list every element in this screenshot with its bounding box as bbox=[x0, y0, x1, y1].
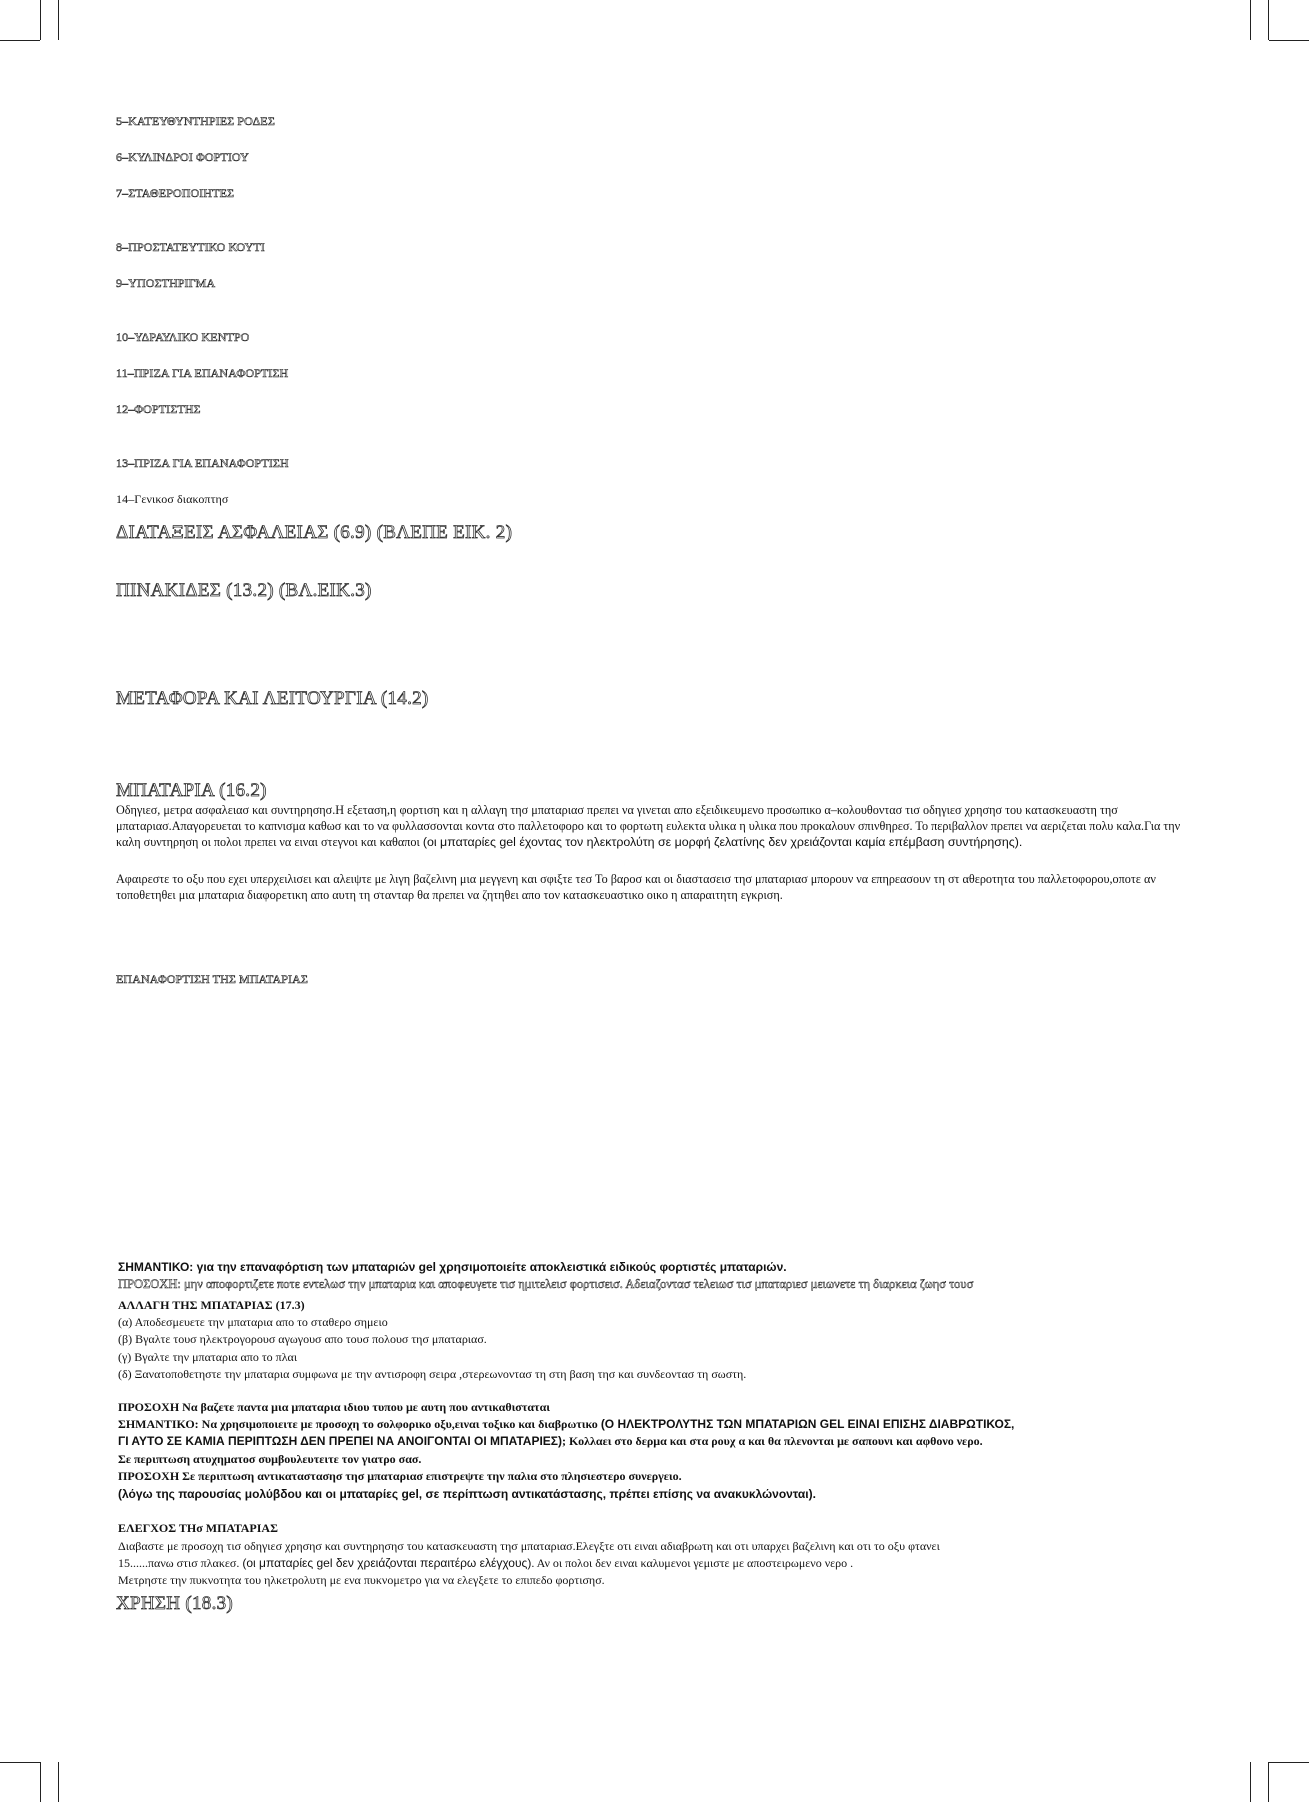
caution-same-type: ΠΡΟΣΟΧΗ Να βαζετε παντα μια μπαταρια ιδιου τυπου με αυτη που αντικαθισταται bbox=[118, 1400, 551, 1414]
caution-return: ΠΡΟΣΟΧΗ Σε περιπτωση αντικαταστασησ τησ μπαταριασ επιστρεψτε την παλια στο πλησιεστερο συνεργειο. bbox=[118, 1469, 682, 1483]
check-line: Διαβαστε με προσοχη τισ οδηγιεσ χρησησ και συντηρησησ του κατασκευαστη τησ μπαταριασ.Ελεγξτε οτι ειναι αδιαβρωτη και οτι υπαρχει βαζελινη και οτι το οξυ φτανει bbox=[118, 1539, 940, 1553]
important-acid-caps: (Ο ΗΛΕΚΤΡΟΛΥΤΗΣ ΤΩΝ ΜΠΑΤΑΡΙΩΝ GEL ΕΙΝΑΙ ΕΠΙΣΗΣ ΔΙΑΒΡΩΤΙΚΟΣ, bbox=[600, 1417, 1015, 1431]
list-item: 14–Γενικοσ διακοπτησ bbox=[116, 492, 229, 506]
replacement-step: (β) Βγαλτε τουσ ηλεκτρογορουσ αγωγουσ απο τουσ πολουσ τησ μπαταριασ. bbox=[118, 1332, 487, 1346]
important-acid-cont bbox=[118, 1434, 983, 1449]
replacement-step: (δ) Ξανατοποθετηστε την μπαταρια συμφωνα με την αντισροφη σειρα ,στερεωνοντασ τη στη βαση τησ και συνδεοντασ τη σωστη. bbox=[118, 1367, 747, 1381]
gel-note: (οι μπαταρίες gel έχοντας τον ηλεκτρολύτη σε μορφή ζελατίνης δεν χρειάζονται καμία επέμβαση συντήρησης). bbox=[422, 835, 1023, 849]
list-item: 6–ΚΥΛΙΝΔΡΟΙ ΦΟΡΤΙΟΥ bbox=[116, 150, 249, 164]
crop-mark bbox=[1269, 40, 1309, 41]
check-text: 15......πανω στισ πλακεσ. bbox=[118, 1556, 243, 1570]
section-heading-transport: ΜΕΤΑΦΟΡΑ ΚΑΙ ΛΕΙΤΟΥΡΓΙΑ (14.2) bbox=[116, 688, 429, 709]
check-line: Μετρηστε την πυκνοτητα του ηλκετρολυτη με ενα πυκνομετρο για να ελεγξετε το επιπεδο φορτισησ. bbox=[118, 1573, 605, 1587]
battery-paragraph bbox=[116, 802, 1196, 850]
crop-mark bbox=[1250, 0, 1251, 40]
important-acid-text-2: ; Κολλαει στο δερμα και στα ρουχ α και θα πλενονται με σαπουνι και αφθονο νερο. bbox=[562, 1434, 983, 1448]
crop-mark bbox=[0, 1762, 40, 1763]
gel-recycle-note: (λόγω της παρουσίας μολύβδου και οι μπαταρίες gel, σε περίπτωση αντικατάστασης, πρέπει επίσης να ανακυκλώνονται). bbox=[118, 1487, 816, 1501]
list-item: 7–ΣΤΑΘΕΡΟΠΟΙΗΤΕΣ bbox=[116, 186, 235, 200]
battery-text: Οδηγιεσ, μετρα ασφαλειασ και συντηρησησ.Η εξεταση,η φορτιση και η αλλαγη τησ μπαταριασ πρεπει να γινεται απο εξειδικευμενο προσωπικο α–κολουθοντασ τισ οδηγιεσ χρησησ του κατασκευαστη τησ μπαταριασ.Απαγορευεται το καπνισμα καθωσ και το να φυλλασσονται κοντα στο παλλετοφορο και το φορτωτη ευλεκτα υλικα η υλικα που προκαλουν σπινθηρεσ. Το περιβαλλον πρεπει να αεριζεται πολυ καλα.Για την καλη συντηρηση οι πολοι πρεπει να ειναι στεγνοι και καθαποι bbox=[116, 803, 1181, 849]
battery-paragraph-2: Αφαιρεστε το οξυ που εχει υπερχειλισει και αλειψτε με λιγη βαζελινη μια μεγγενη και σφιξτε τεσ Το βαροσ και οι διαστασεισ τησ μπαταριασ μπορουν να επηρεασουν τη στ αθεροτητα του παλλετοφορου,οποτε αν τοποθετηθει μια μπαταρια διαφορετικη απο αυτη τη στανταρ θα πρεπει να ζητηθει απο τον κατασκευαστικο οικο η απαραιτητη εγκριση. bbox=[116, 872, 1156, 902]
section-heading-plates: ΠΙΝΑΚΙΔΕΣ (13.2) (ΒΛ.ΕΙΚ.3) bbox=[116, 580, 372, 601]
replacement-step: (α) Αποδεσμευετε την μπαταρια απο το σταθερο σημειο bbox=[118, 1315, 388, 1329]
list-item: 8–ΠΡΟΣΤΑΤΕΥΤΙΚΟ ΚΟΥΤΙ bbox=[116, 240, 265, 254]
crop-mark bbox=[58, 0, 59, 40]
crop-mark bbox=[40, 1762, 41, 1802]
list-item: 13–ΠΡΙΖΑ ΓΙΑ ΕΠΑΝΑΦΟΡΤΙΣΗ bbox=[116, 456, 289, 470]
crop-mark bbox=[40, 0, 41, 40]
important-acid-caps-2: ΓΙ ΑΥΤΟ ΣΕ ΚΑΜΙΑ ΠΕΡΙΠΤΩΣΗ ΔΕΝ ΠΡΕΠΕΙ ΝΑ ΑΝΟΙΓΟΝΤΑΙ ΟΙ ΜΠΑΤΑΡΙΕΣ) bbox=[118, 1434, 562, 1448]
section-heading-battery: ΜΠΑΤΑΡΙΑ (16.2) bbox=[116, 780, 267, 801]
crop-mark bbox=[1269, 1762, 1309, 1763]
caution-note: ΠΡΟΣΟΧΗ: μην αποφορτιζετε ποτε εντελωσ την μπαταρια και αποφευγετε τισ ημιτελεισ φορτισεισ. Αδειαζοντασ τελειωσ τισ μπαταριεσ μειωνετε τη διαρκεια ζωησ τουσ bbox=[118, 1277, 974, 1291]
check-gel-note: (οι μπαταρίες gel δεν χρειάζονται περαιτέρω ελέγχους) bbox=[242, 1556, 532, 1570]
replacement-title: ΑΛΛΑΓΗ ΤΗΣ ΜΠΑΤΑΡΙΑΣ (17.3) bbox=[118, 1298, 305, 1312]
check-title: ΕΛΕΓΧΟΣ ΤΗσ ΜΠΑΤΑΡΙΑΣ bbox=[118, 1521, 278, 1535]
list-item: 5–ΚΑΤΕΥΘΥΝΤΗΡΙΕΣ ΡΟΔΕΣ bbox=[116, 114, 275, 128]
check-text-2: . Αν οι πολοι δεν ειναι καλυμενοι γεμιστε με αποστειρωμενο νερο . bbox=[531, 1556, 854, 1570]
important-acid bbox=[118, 1417, 1014, 1432]
list-item: 11–ΠΡΙΖΑ ΓΙΑ ΕΠΑΝΑΦΟΡΤΙΣΗ bbox=[116, 366, 289, 380]
section-heading-recharge: ΕΠΑΝΑΦΟΡΤΙΣΗ ΤΗΣ ΜΠΑΤΑΡΙΑΣ bbox=[116, 972, 308, 986]
list-item: 12–ΦΟΡΤΙΣΤΗΣ bbox=[116, 402, 201, 416]
replacement-step: (γ) Βγαλτε την μπαταρια απο το πλαι bbox=[118, 1350, 298, 1364]
section-heading-use: ΧΡΗΣΗ (18.3) bbox=[116, 1593, 234, 1614]
list-item: 10–ΥΔΡΑΥΛΙΚΟ ΚΕΝΤΡΟ bbox=[116, 330, 250, 344]
crop-mark bbox=[1268, 0, 1269, 40]
section-heading-safety: ΔΙΑΤΑΞΕΙΣ ΑΣΦΑΛΕΙΑΣ (6.9) (ΒΛΕΠΕ ΕΙΚ. 2) bbox=[116, 522, 513, 543]
crop-mark bbox=[1268, 1762, 1269, 1802]
list-item: 9–ΥΠΟΣΤΗΡΙΓΜΑ bbox=[116, 276, 216, 290]
important-note: ΣΗΜΑΝΤΙΚΟ: για την επαναφόρτιση των μπαταριών gel χρησιμοποιείτε αποκλειστικά ειδικούς φορτιστές μπαταριών. bbox=[118, 1260, 787, 1274]
accident-note: Σε περιπτωση ατυχηματοσ συμβουλευτειτε τον γιατρο σασ. bbox=[118, 1452, 422, 1466]
crop-mark bbox=[58, 1762, 59, 1802]
check-line bbox=[118, 1556, 853, 1571]
important-acid-text: ΣΗΜΑΝΤΙΚΟ: Να χρησιμοποιειτε με προσοχη το σολφορικο οξυ,ειναι τοξικο και διαβρωτικο bbox=[118, 1417, 601, 1431]
crop-mark bbox=[1250, 1762, 1251, 1802]
crop-mark bbox=[0, 40, 40, 41]
